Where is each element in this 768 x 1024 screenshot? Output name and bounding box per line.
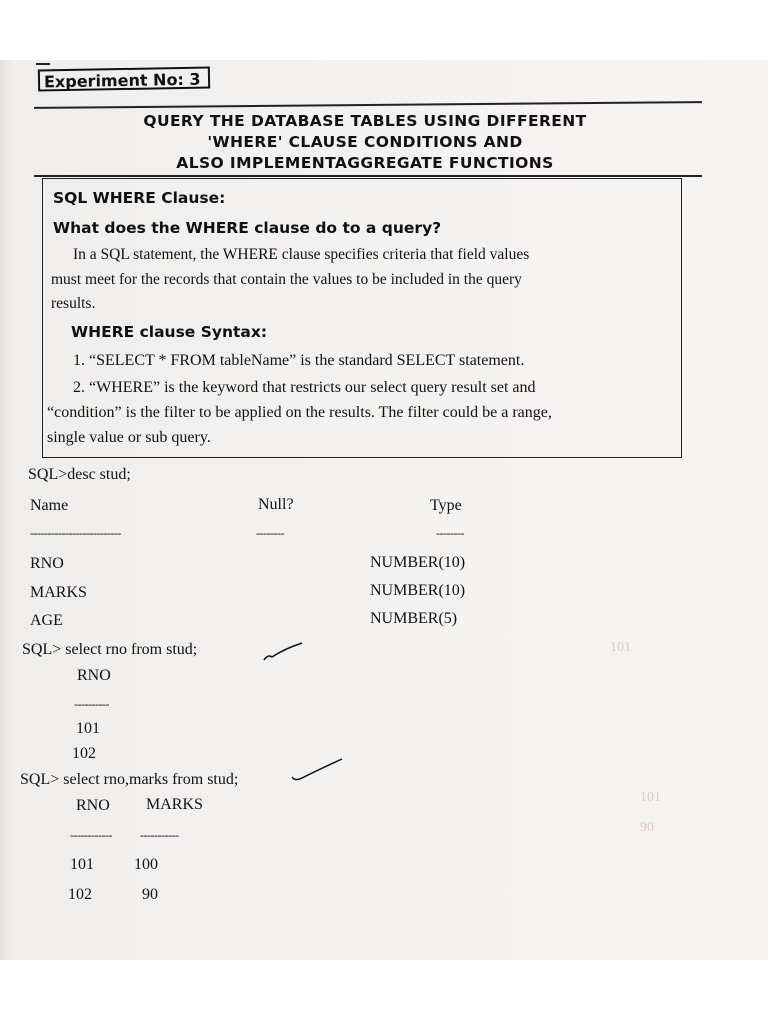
desc-underline-null: -------- [256,526,284,540]
syntax-item-1: 1. “SELECT * FROM tableName” is the standard SELECT statement. [73,352,525,369]
box-para-line-3: results. [51,295,96,312]
query1-underline: ---------- [74,697,109,711]
query2-cell: 102 [68,886,92,903]
desc-underline-type: -------- [436,526,464,540]
bleed-through-mark: 101 [610,640,631,655]
box-title: SQL WHERE Clause: [53,189,226,207]
desc-row-name: AGE [30,612,63,629]
query1-command: SQL> select rno from stud; [22,641,198,658]
query1-header: RNO [77,667,111,684]
desc-command: SQL>desc stud; [28,466,131,483]
check-mark [290,757,344,783]
query2-command: SQL> select rno,marks from stud; [20,771,239,788]
desc-row-name: MARKS [30,584,87,601]
desc-row-name: RNO [30,555,64,572]
desc-header-null: Null? [258,496,294,513]
query1-value: 102 [72,745,96,762]
box-para-line-1: In a SQL statement, the WHERE clause specifies criteria that field values [73,246,530,263]
query1-value: 101 [76,720,100,737]
query2-underline-marks: ----------- [140,828,179,842]
syntax-item-2-line-3: single value or sub query. [47,429,211,446]
top-short-rule [36,63,50,65]
desc-row-type: NUMBER(5) [370,610,458,627]
query2-cell: 100 [134,856,158,873]
bottom-margin [0,960,768,1024]
box-question: What does the WHERE clause do to a query? [53,219,442,237]
query2-cell: 101 [70,856,94,873]
document-page [0,60,768,960]
query2-header-rno: RNO [76,797,110,814]
heading-line-1: QUERY THE DATABASE TABLES USING DIFFERENT [143,112,587,130]
bleed-through-mark: 101 [640,790,661,805]
experiment-label: Experiment No: 3 [38,67,210,92]
header-rule-1 [34,101,702,109]
box-para-line-2: must meet for the records that contain the values to be included in the query [51,271,522,288]
check-mark [262,640,304,662]
query2-cell: 90 [142,886,158,903]
syntax-item-2-line-1: 2. “WHERE” is the keyword that restricts our select query result set and [73,379,536,396]
desc-header-type: Type [430,497,462,514]
header-rule-2 [34,175,702,177]
syntax-item-2-line-2: “condition” is the filter to be applied on the results. The filter could be a range, [47,404,552,421]
where-clause-box [42,178,682,458]
desc-row-type: NUMBER(10) [370,554,466,571]
query2-underline-rno: ------------ [70,828,112,842]
syntax-heading: WHERE clause Syntax: [71,323,268,341]
query2-header-marks: MARKS [146,796,203,813]
desc-row-type: NUMBER(10) [370,582,466,599]
desc-underline-name: -------------------------- [30,526,121,540]
heading-line-2: 'WHERE' CLAUSE CONDITIONS AND [207,133,523,151]
heading-line-3: ALSO IMPLEMENTAGGREGATE FUNCTIONS [176,154,554,172]
desc-header-name: Name [30,497,69,514]
bleed-through-mark: 90 [640,820,654,835]
